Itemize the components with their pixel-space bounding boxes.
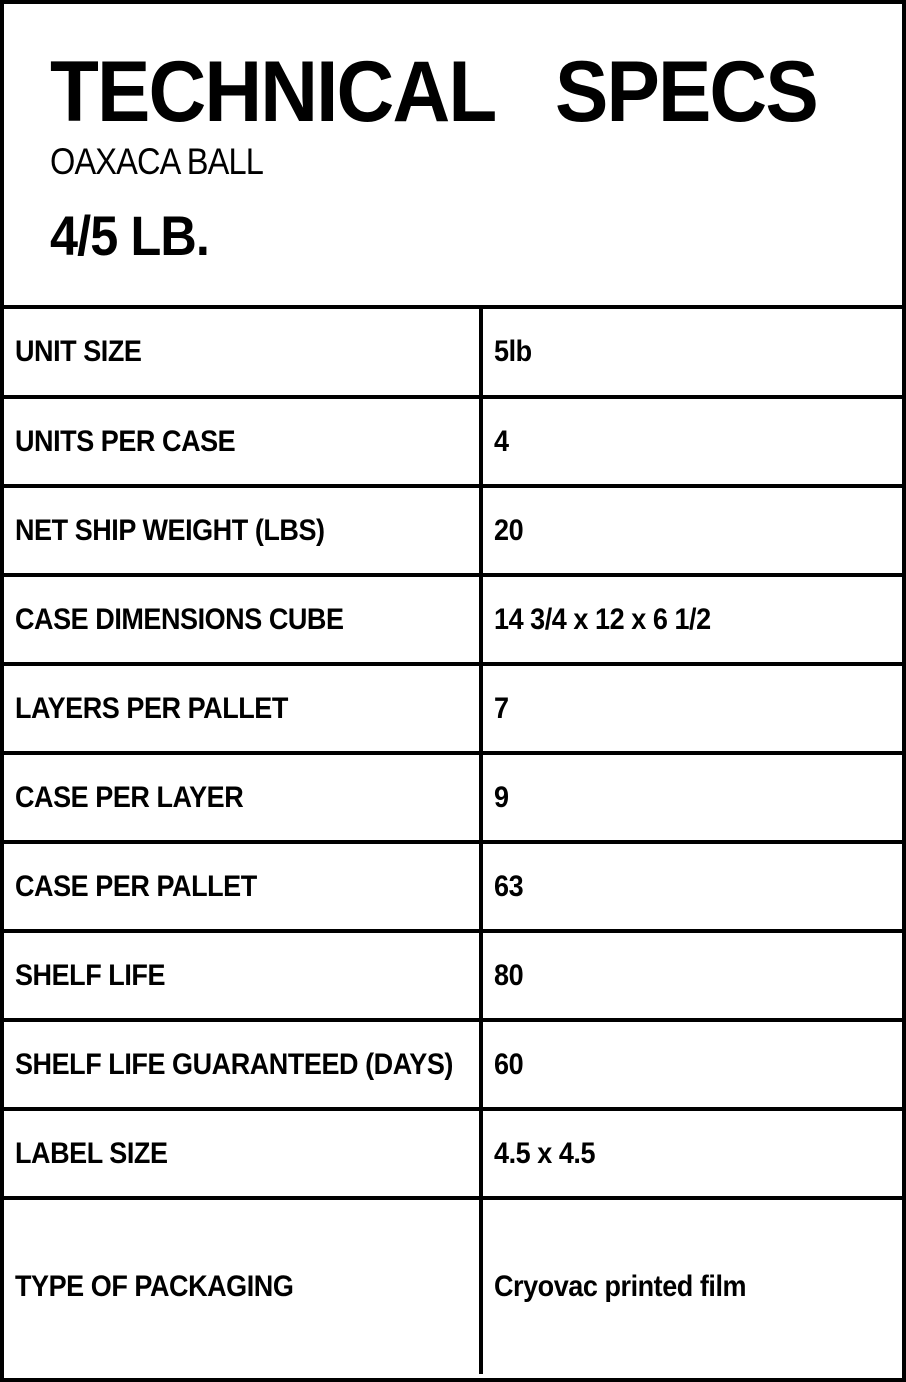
spec-value-text: Cryovac printed film xyxy=(494,1270,747,1303)
spec-value xyxy=(481,486,902,575)
spec-label xyxy=(4,575,481,664)
page-title: TECHNICAL SPECS xyxy=(50,44,817,140)
spec-label-text: TYPE OF PACKAGING xyxy=(15,1270,294,1303)
table-row xyxy=(4,309,902,397)
spec-value xyxy=(481,1109,902,1198)
spec-value-text: 63 xyxy=(494,869,524,903)
spec-label xyxy=(4,486,481,575)
spec-label xyxy=(4,842,481,931)
spec-value xyxy=(481,753,902,842)
spec-value xyxy=(481,397,902,486)
table-row xyxy=(4,1020,902,1109)
spec-label xyxy=(4,309,481,397)
spec-value xyxy=(481,664,902,753)
spec-label-text: SHELF LIFE xyxy=(15,958,166,992)
spec-label xyxy=(4,931,481,1020)
table-row xyxy=(4,842,902,931)
table-row xyxy=(4,575,902,664)
spec-label-text: UNIT SIZE xyxy=(15,335,142,368)
spec-value xyxy=(481,842,902,931)
spec-value xyxy=(481,1020,902,1109)
spec-value-text: 4 xyxy=(494,424,509,458)
spec-value-text: 60 xyxy=(494,1047,524,1081)
spec-label xyxy=(4,1198,481,1374)
spec-value-text: 4.5 x 4.5 xyxy=(494,1136,596,1170)
spec-value xyxy=(481,309,902,397)
spec-value-text: 14 3/4 x 12 x 6 1/2 xyxy=(494,602,711,636)
spec-label xyxy=(4,1020,481,1109)
spec-label-text: NET SHIP WEIGHT (LBS) xyxy=(15,513,325,547)
spec-label xyxy=(4,397,481,486)
table-row xyxy=(4,931,902,1020)
spec-label-text: CASE DIMENSIONS CUBE xyxy=(15,602,344,636)
spec-value-text: 5lb xyxy=(494,335,532,368)
table-row xyxy=(4,753,902,842)
specs-table xyxy=(4,309,902,1374)
spec-label-text: LABEL SIZE xyxy=(15,1136,168,1170)
spec-label-text: CASE PER LAYER xyxy=(15,780,244,814)
table-row xyxy=(4,664,902,753)
spec-label xyxy=(4,664,481,753)
spec-label-text: CASE PER PALLET xyxy=(15,869,257,903)
spec-label xyxy=(4,1109,481,1198)
spec-label-text: LAYERS PER PALLET xyxy=(15,691,288,725)
table-row xyxy=(4,486,902,575)
spec-label-text: SHELF LIFE GUARANTEED (DAYS) xyxy=(15,1047,453,1081)
spec-value-text: 20 xyxy=(494,513,524,547)
spec-value-text: 7 xyxy=(494,691,509,725)
spec-value-text: 80 xyxy=(494,958,524,992)
product-name: OAXACA BALL xyxy=(50,141,263,182)
spec-header xyxy=(4,4,902,309)
product-size: 4/5 LB. xyxy=(50,204,209,267)
table-row xyxy=(4,397,902,486)
spec-value-text: 9 xyxy=(494,780,509,814)
spec-value xyxy=(481,575,902,664)
spec-value xyxy=(481,931,902,1020)
spec-label-text: UNITS PER CASE xyxy=(15,424,236,458)
table-row xyxy=(4,1198,902,1374)
table-row xyxy=(4,1109,902,1198)
spec-label xyxy=(4,753,481,842)
spec-value xyxy=(481,1198,902,1374)
